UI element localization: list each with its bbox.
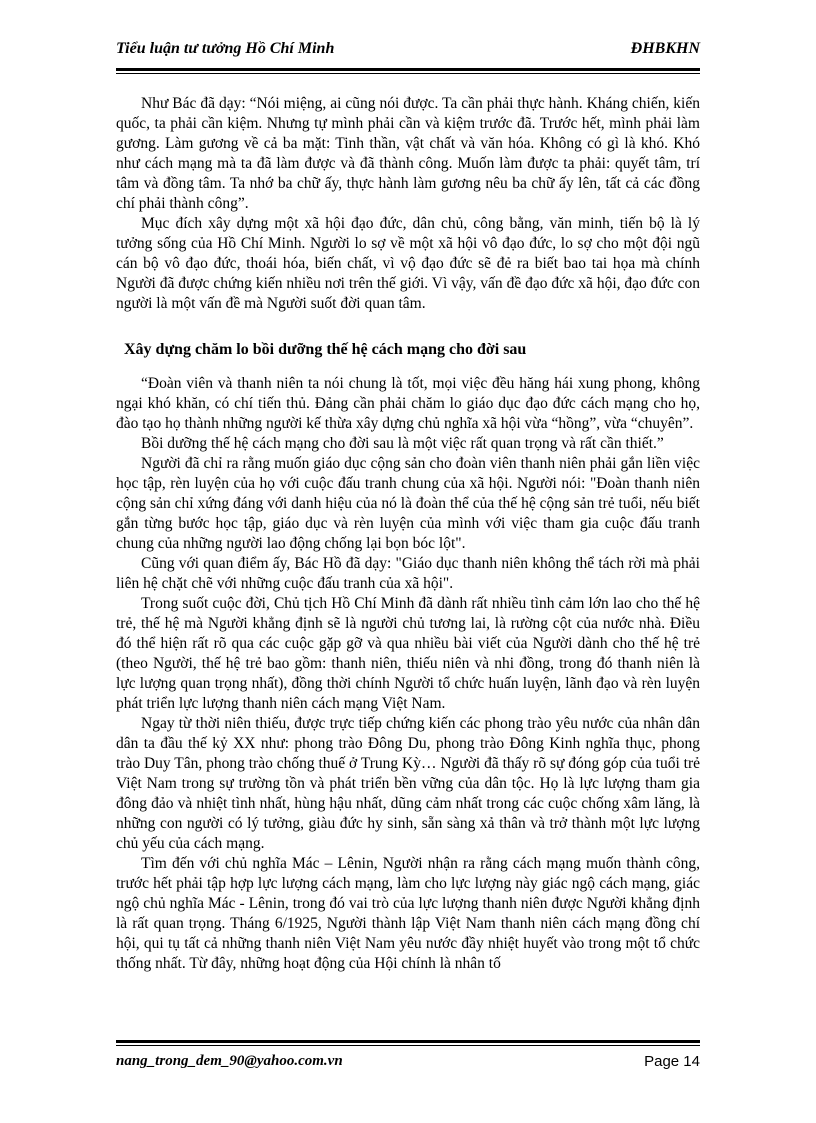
document-body xyxy=(116,94,700,974)
page-footer xyxy=(116,1040,700,1077)
author-email: nang_trong_dem_90@yahoo.com.vn xyxy=(116,1053,343,1069)
page-header xyxy=(116,40,700,71)
paragraph: Mục đích xây dựng một xã hội đạo đức, dân chủ, công bằng, văn minh, tiến bộ là lý tưởng sống của Hồ Chí Minh. Người lo sợ về một xã hội vô đạo đức, lo sợ cho một đội ngũ cán bộ vô đạo đức, thoái hóa, biến chất, vì vộ đạo đức sẽ đẻ ra biết bao tai họa mà chính Người đã được chứng kiến nhiều nơi trên thế giới. Vì vậy, vấn đề đạo đức xã hội, đạo đức con người là một vấn đề mà Người suốt đời quan tâm. xyxy=(116,215,700,312)
paragraph: Cũng với quan điểm ấy, Bác Hồ đã dạy: "Giáo dục thanh niên không thể tách rời mà phải liên hệ chặt chẽ với những cuộc đấu tranh của xã hội". xyxy=(116,555,700,592)
paragraph: Như Bác đã dạy: “Nói miệng, ai cũng nói được. Ta cần phải thực hành. Kháng chiến, kiến quốc, ta phải cần kiệm. Nhưng tự mình phải cần và kiệm trước đã. Trước hết, mình phải làm gương. Làm gương về cả ba mặt: Tinh thần, vật chất và văn hóa. Không có gì là khó. Khó như cách mạng mà ta đã làm được và đã thành công. Muốn làm được ta phải: quyết tâm, trí tâm và đồng tâm. Ta nhớ ba chữ ấy, thực hành làm gương nêu ba chữ ấy lên, tất cả các đồng chí phải thành công”. xyxy=(116,95,700,212)
institution-name: ĐHBKHN xyxy=(630,40,700,57)
paragraph: Trong suốt cuộc đời, Chủ tịch Hồ Chí Minh đã dành rất nhiều tình cảm lớn lao cho thế hệ trẻ, thế hệ mà Người khẳng định sẽ là người chủ tương lai, là rường cột của nước nhà. Điều đó thể hiện rất rõ qua các cuộc gặp gỡ và qua nhiều bài viết của Người dành cho thế hệ trẻ (theo Người, thế hệ trẻ bao gồm: thanh niên, thiếu niên và nhi đồng, trong đó thanh niên là lực lượng quan trọng nhất), đồng thời chính Người tổ chức huấn luyện, lãnh đạo và rèn luyện phát triển lực lượng thanh niên cách mạng Việt Nam. xyxy=(116,595,700,712)
paragraph: “Đoàn viên và thanh niên ta nói chung là tốt, mọi việc đều hăng hái xung phong, không ngại khó khăn, có chí tiến thủ. Đảng cần phải chăm lo giáo dục đạo đức cách mạng cho họ, đào tạo họ thành những người kế thừa xây dựng chủ nghĩa xã hội vừa “hồng”, vừa “chuyên”. xyxy=(116,375,700,432)
paragraph: Ngay từ thời niên thiếu, được trực tiếp chứng kiến các phong trào yêu nước của nhân dân dân ta đầu thế kỷ XX như: phong trào Đông Du, phong trào Đông Kinh nghĩa thục, phong trào Duy Tân, phong trào chống thuế ở Trung Kỳ… Người đã thấy rõ sự đóng góp của tuổi trẻ Việt Nam trong sự trường tồn và phát triển bền vững của dân tộc. Họ là lực lượng tham gia đông đảo và nhiệt tình nhất, hùng hậu nhất, dũng cảm nhất trong các cuộc chống xâm lăng, là những con người có lý tưởng, giàu đức hy sinh, sẵn sàng xả thân và trở thành một lực lượng chủ yếu của cách mạng. xyxy=(116,715,700,852)
paragraph: Bồi dưỡng thế hệ cách mạng cho đời sau là một việc rất quan trọng và rất cần thiết.” xyxy=(141,435,664,452)
page-number: Page 14 xyxy=(644,1053,700,1070)
paragraph: Tìm đến với chủ nghĩa Mác – Lênin, Người nhận ra rằng cách mạng muốn thành công, trước hết phải tập hợp lực lượng cách mạng, làm cho lực lượng này giác ngộ cách mạng, giác ngộ chủ nghĩa Mác - Lênin, trong đó vai trò của lực lượng thanh niên được Người khẳng định là rất quan trọng. Tháng 6/1925, Người thành lập Việt Nam thanh niên cách mạng đồng chí hội, qui tụ tất cả những thanh niên Việt Nam yêu nước đầy nhiệt huyết vào trong một tổ chức thống nhất. Từ đây, những hoạt động của Hội chính là nhân tố xyxy=(116,855,700,972)
document-title: Tiểu luận tư tưởng Hồ Chí Minh xyxy=(116,40,335,57)
paragraph: Người đã chỉ ra rằng muốn giáo dục cộng sản cho đoàn viên thanh niên phải gắn liền việc học tập, rèn luyện của họ với cuộc đấu tranh chung của xã hội. Người nói: "Đoàn thanh niên cộng sản chỉ xứng đáng với danh hiệu của nó là đoàn thể của thế hệ cộng sản trẻ tuổi, nếu biết gắn từng bước học tập, giáo dục và rèn luyện của mình với việc tham gia cuộc đấu tranh chung của những người lao động chống lại bọn bóc lột". xyxy=(116,455,700,552)
section-heading: Xây dựng chăm lo bồi dưỡng thế hệ cách mạng cho đời sau xyxy=(124,341,527,358)
